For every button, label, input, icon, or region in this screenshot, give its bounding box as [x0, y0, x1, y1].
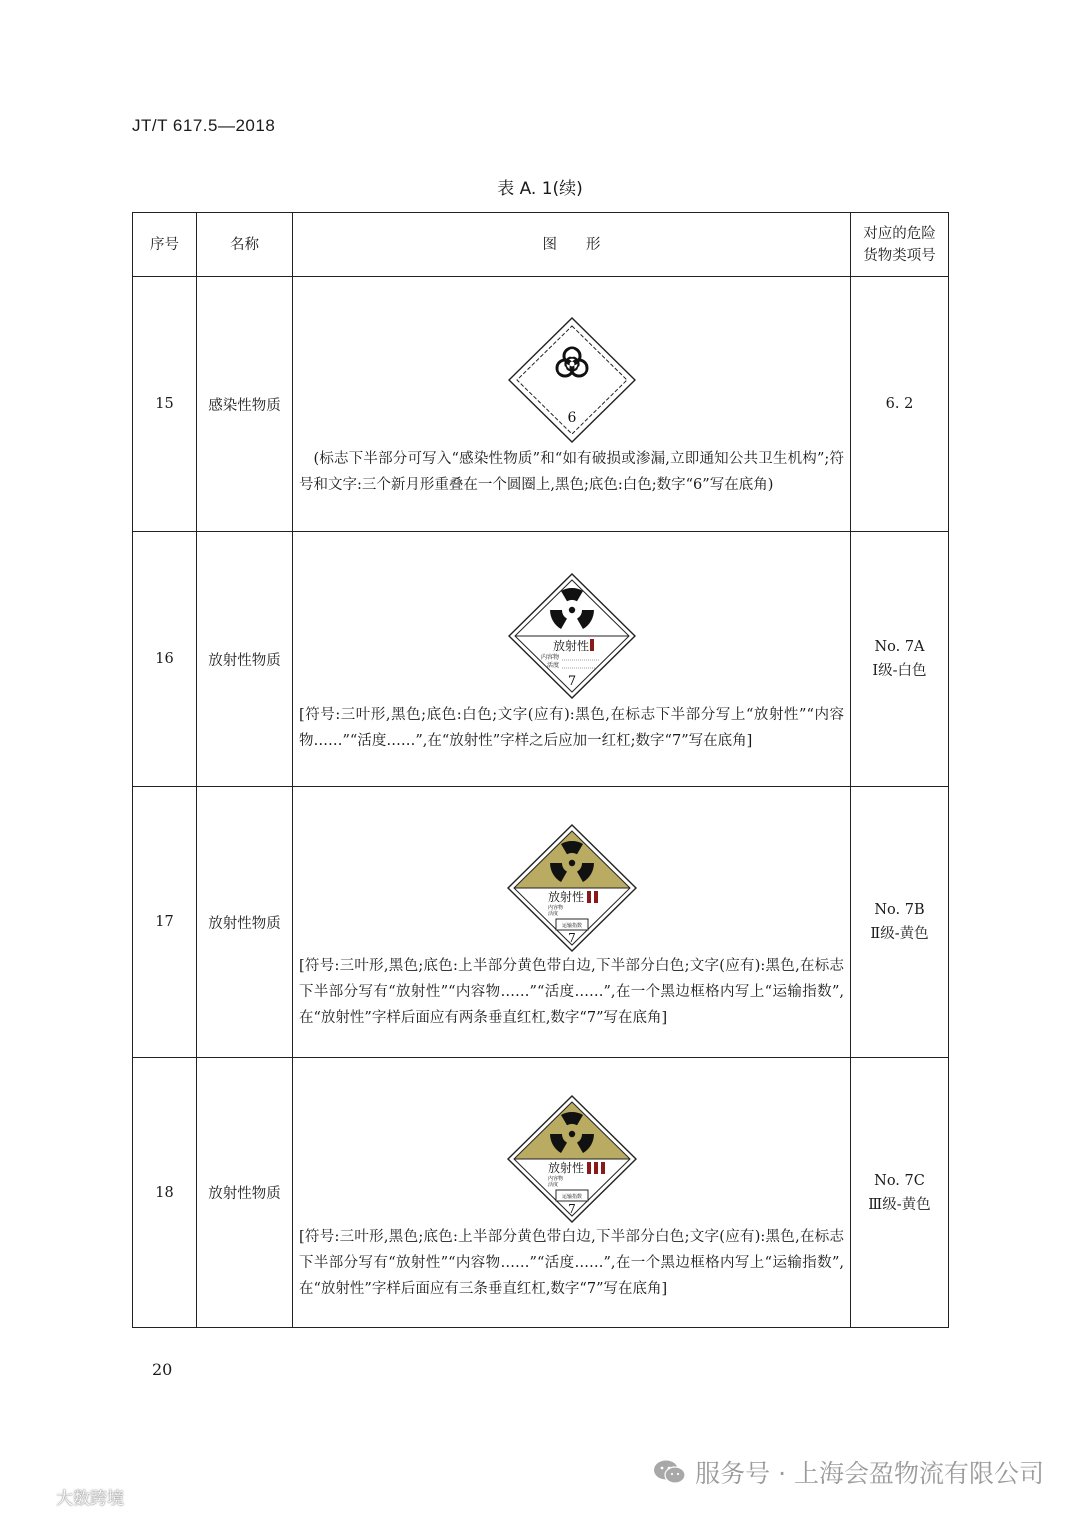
row-class-line2: Ⅰ级-白色 — [872, 663, 927, 679]
label-radioactive-text: 放射性 — [547, 890, 584, 904]
header-class-line1: 对应的危险 — [863, 225, 936, 242]
infectious-substance-label — [507, 316, 637, 444]
row-name: 放射性物质 — [197, 532, 293, 787]
label-class-number: 7 — [567, 931, 576, 945]
label-contents-text: 内容物 — [547, 905, 563, 911]
row-figure-cell — [293, 277, 851, 532]
row-description: [符号:三叶形,黑色;底色:上半部分黄色带白边,下半部分白色;文字(应有):黑色,在标志下半部分写有“放射性”“内容物……”“活度……”,在一个黑边框格内写上“运输指数”,在“放射性”字样后面应有两条垂直红杠,数字“7”写在底角] — [299, 958, 844, 1026]
row-name: 放射性物质 — [197, 1058, 293, 1328]
row-description: (标志下半部分可写入“感染性物质”和“如有破损或渗漏,立即通知公共卫生机构”;符号和文字:三个新月形重叠在一个圆圈上,黑色;底色:白色;数字“6”写在底角) — [299, 451, 844, 493]
red-bar — [594, 1162, 598, 1174]
red-bar — [601, 1162, 605, 1174]
row-name: 感染性物质 — [197, 277, 293, 532]
row-figure-cell — [293, 532, 851, 787]
red-bar — [594, 891, 598, 903]
brand-logo-icon — [10, 1487, 52, 1507]
header-class — [851, 213, 949, 277]
header-name: 名称 — [197, 213, 293, 277]
row-class-line1: No. 7A — [874, 639, 925, 655]
row-class — [851, 787, 949, 1058]
watermark-logo — [10, 1484, 124, 1509]
hazard-label-table — [132, 212, 949, 1328]
red-bar — [590, 639, 594, 651]
table-row — [133, 277, 949, 532]
header-class-line2: 货物类项号 — [863, 247, 936, 264]
watermark-service-account — [653, 1454, 1044, 1490]
label-index-text: 运输指数 — [561, 1193, 582, 1200]
row-name: 放射性物质 — [197, 787, 293, 1058]
label-class-number: 7 — [567, 1201, 576, 1216]
page-number: 20 — [152, 1360, 173, 1379]
row-class — [851, 532, 949, 787]
label-activity-text: 活度 — [547, 1181, 558, 1188]
row-class — [851, 277, 949, 532]
table-header-row — [133, 213, 949, 277]
row-no: 16 — [133, 532, 197, 787]
label-radioactive-text: 放射性 — [547, 1160, 584, 1175]
row-class-line1: No. 7B — [874, 902, 925, 918]
label-activity-text: 活度 — [546, 662, 559, 669]
label-activity-text: 活度 — [547, 911, 558, 917]
row-description: [符号:三叶形,黑色;底色:上半部分黄色带白边,下半部分白色;文字(应有):黑色,在标志下半部分写有“放射性”“内容物……”“活度……”,在一个黑边框格内写上“运输指数”,在“放射性”字样后面应有三条垂直红杠,数字“7”写在底角] — [299, 1228, 844, 1297]
label-contents-text: 内容物 — [540, 654, 559, 661]
row-figure-cell — [293, 1058, 851, 1328]
watermark-text: 服务号 · 上海会盈物流有限公司 — [695, 1459, 1044, 1488]
label-contents-text: 内容物 — [547, 1175, 563, 1182]
radioactive-i-label — [507, 572, 637, 700]
row-no: 15 — [133, 277, 197, 532]
radioactive-ii-label — [506, 823, 638, 953]
table-row — [133, 532, 949, 787]
table-row — [133, 787, 949, 1058]
label-radioactive-text: 放射性 — [552, 639, 589, 653]
row-class-line1: No. 7C — [874, 1172, 925, 1189]
header-no: 序号 — [133, 213, 197, 277]
row-class-line2: Ⅱ级-黄色 — [870, 926, 929, 942]
label-class-number: 6 — [567, 410, 576, 426]
row-class — [851, 1058, 949, 1328]
header-figure: 图 形 — [293, 213, 851, 277]
watermark-left-text: 大数跨境 — [56, 1489, 124, 1509]
wechat-icon — [653, 1459, 687, 1485]
standard-number: JT/T 617.5—2018 — [132, 116, 276, 135]
label-class-number: 7 — [567, 674, 576, 689]
row-no: 18 — [133, 1058, 197, 1328]
row-class-line2: Ⅲ级-黄色 — [868, 1196, 931, 1213]
row-class-line1: 6. 2 — [885, 396, 914, 412]
radioactive-iii-label — [506, 1094, 638, 1224]
row-figure-cell — [293, 787, 851, 1058]
red-bar — [587, 891, 591, 903]
row-no: 17 — [133, 787, 197, 1058]
row-description: [符号:三叶形,黑色;底色:白色;文字(应有):黑色,在标志下半部分写上“放射性”“内容物……”“活度……”,在“放射性”字样之后应加一红杠;数字“7”写在底角] — [299, 707, 844, 749]
label-index-text: 运输指数 — [561, 923, 582, 929]
table-caption: 表 A. 1(续) — [497, 179, 583, 199]
red-bar — [587, 1162, 591, 1174]
table-row — [133, 1058, 949, 1328]
